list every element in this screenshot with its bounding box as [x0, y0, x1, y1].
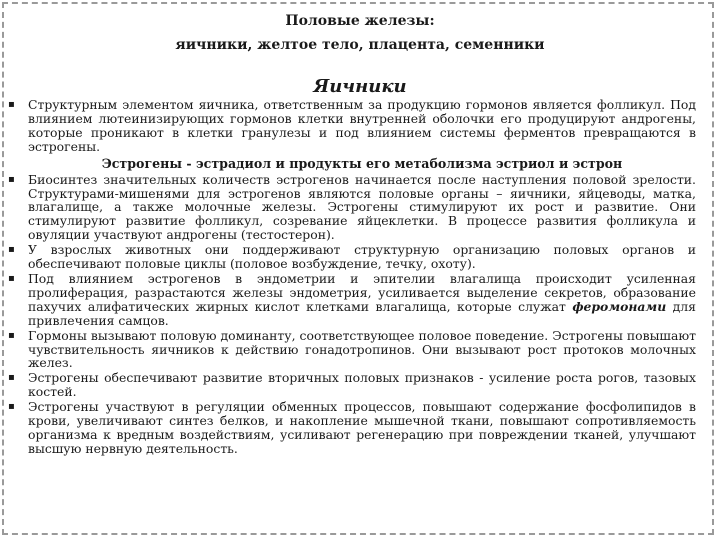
- pheromones-term: феромонами: [572, 298, 667, 314]
- square-bullet-icon: ▪: [8, 99, 15, 110]
- section-title: Яичники: [313, 76, 407, 97]
- list-item: [8, 329, 696, 371]
- list-item: [8, 272, 696, 328]
- item-text: Гормоны вызывают половую доминанту, соответствующее половое поведение. Эстрогены повышают чувствительность яичников к действию гонадотропинов. Они вызывают рост протоков молочных желез.: [28, 327, 696, 371]
- square-bullet-icon: ▪: [8, 272, 15, 284]
- item-text: Эстрогены обеспечивают развитие вторичных половых признаков - усиление роста рогов, тазовых костей.: [28, 370, 696, 400]
- item-text: У взрослых животных они поддерживают структурную организацию половых органов и обеспечивают половые циклы (половое возбуждение, течку, охоту).: [28, 242, 696, 272]
- item-text: Под влиянием эстрогенов в эндометрии и эпителии влагалища происходит усиленная пролиферация, разрастаются железы эндометрия, усиливается выделение секретов, образование пахучих алифатических жирных кислот клетками влагалища, которые служат: [28, 270, 696, 314]
- item-text: Эстрогены участвуют в регуляции обменных процессов, повышают содержание фосфолипидов в крови, увеличивают синтез белков, и накопление мышечной ткани, повышают сопротивляемость организма к вредным воздействиям, усиливают регенерацию при повреждении тканей, улучшают высшую нервную деятельность.: [28, 399, 696, 456]
- item-text: Структурным элементом яичника, ответственным за продукцию гормонов является фолликул. Под влиянием лютеинизирующих гормонов клетки внутренней оболочки его продуцируют андрогены, которые проникают в клетки гранулезы и под влиянием системы ферментов превращаются в эстрогены.: [28, 97, 696, 154]
- estrogens-heading: Эстрогены - эстрадиол и продукты его метаболизма эстриол и эстрон: [101, 155, 623, 171]
- square-bullet-icon: ▪: [8, 401, 15, 413]
- square-bullet-icon: ▪: [8, 173, 15, 185]
- square-bullet-icon: ▪: [8, 372, 15, 384]
- item-text: Биосинтез значительных количеств эстрогенов начинается после наступления половой зрелости. Структурами-мишенями для эстрогенов являются половые органы – яичники, яйцеводы, матка, влагалище, а также молочные железы. Эстрогены стимулируют их рост и развитие. Они стимулируют развитие фолликул, созревание яйцеклетки. В процессе развития фолликула и овуляции участвуют андрогены (тестостерон).: [28, 171, 696, 243]
- square-bullet-icon: ▪: [8, 329, 15, 341]
- list-item: [8, 98, 696, 154]
- list-item: [8, 371, 696, 399]
- square-bullet-icon: ▪: [8, 244, 15, 256]
- item-text-end: для привлечения самцов.: [28, 298, 696, 328]
- slide-content: [8, 98, 696, 457]
- list-item: [8, 400, 696, 456]
- title-line-2: яичники, желтое тело, плацента, семенники: [175, 37, 545, 53]
- title-line-1: Половые железы:: [285, 13, 435, 29]
- list-item: [8, 243, 696, 271]
- list-item: [8, 173, 696, 243]
